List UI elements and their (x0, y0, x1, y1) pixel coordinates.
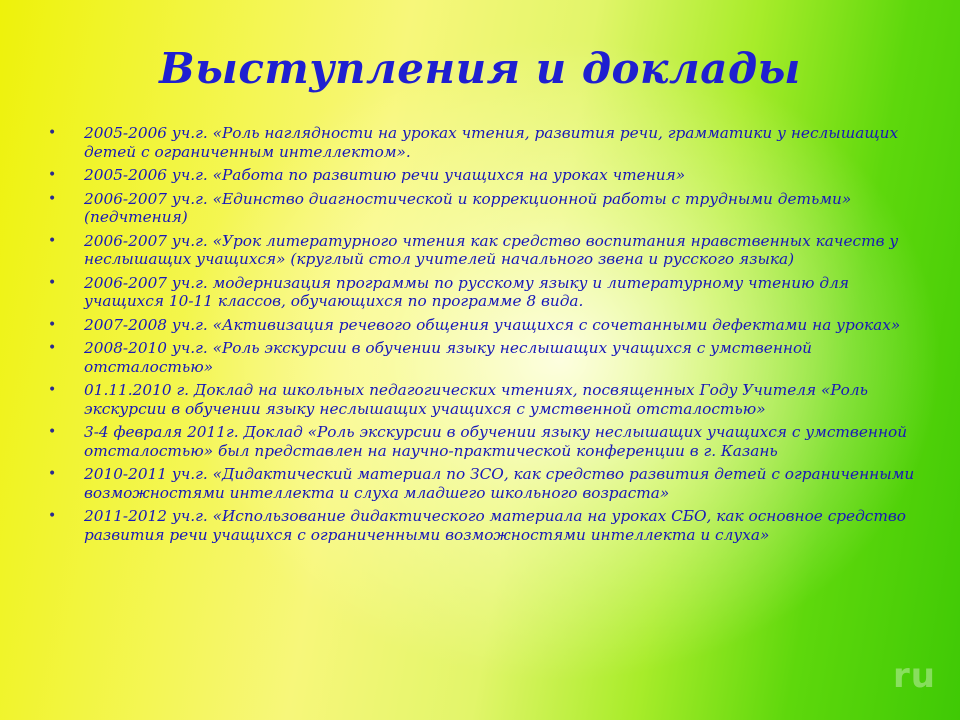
bullet-icon: • (48, 125, 57, 141)
list-item (48, 232, 928, 269)
list-item-text: 2010-2011 уч.г. «Дидактический материал по ЗСО, как средство развития детей с ограниченными возможностями интеллекта и слуха младшего школьного возраста» (84, 465, 915, 502)
list-item (48, 124, 928, 161)
bullet-icon: • (48, 424, 57, 440)
bullet-icon: • (48, 167, 57, 183)
list-item-text: 3-4 февраля 2011г. Доклад «Роль экскурсии в обучении языку неслышащих учащихся с умственной отсталостью» был представлен на научно-практической конференции в г. Казань (84, 423, 908, 460)
slide-title: Выступления и доклады (159, 44, 801, 93)
list-item-text: 2006-2007 уч.г. «Урок литературного чтения как средство воспитания нравственных качеств у неслышащих учащихся» (круглый стол учителей начального звена и русского языка) (84, 231, 899, 268)
bullet-icon: • (48, 508, 57, 524)
list-item-text: 2005-2006 уч.г. «Роль наглядности на уроках чтения, развития речи, грамматики у неслышащих детей с ограниченным интеллектом». (84, 124, 899, 161)
list-item (48, 465, 928, 502)
bullet-icon: • (48, 340, 57, 356)
list-item-text: 01.11.2010 г. Доклад на школьных педагогических чтениях, посвященных Году Учителя «Роль экскурсии в обучении языку неслышащих учащихся с умственной отсталостью» (84, 381, 868, 418)
list-item (48, 507, 928, 544)
list-item (48, 274, 928, 311)
list-item-text: 2006-2007 уч.г. модернизация программы по русскому языку и литературному чтению для учащихся 10-11 классов, обучающихся по программе 8 вида. (84, 273, 849, 310)
bullet-icon: • (48, 466, 57, 482)
list-item (48, 423, 928, 460)
bullet-icon: • (48, 382, 57, 398)
bullet-icon: • (48, 232, 57, 249)
bullet-icon: • (48, 274, 57, 291)
list-item-text: 2006-2007 уч.г. «Единство диагностической и коррекционной работы с трудными детьми» (педчтения) (84, 189, 852, 226)
list-item-text: 2007-2008 уч.г. «Активизация речевого общения учащихся с сочетанными дефектами на уроках» (84, 315, 901, 334)
bullet-icon: • (48, 316, 57, 333)
list-item (48, 166, 928, 185)
watermark: ru (893, 656, 936, 696)
list-item (48, 339, 928, 376)
list-item-text: 2008-2010 уч.г. «Роль экскурсии в обучении языку неслышащих учащихся с умственной отсталостью» (84, 339, 813, 376)
list-item-text: 2011-2012 уч.г. «Использование дидактического материала на уроках СБО, как основное средство развития речи учащихся с ограниченными возможностями интеллекта и слуха» (84, 507, 906, 544)
talks-list (48, 124, 928, 549)
bullet-icon: • (48, 190, 57, 207)
list-item (48, 381, 928, 418)
list-item-text: 2005-2006 уч.г. «Работа по развитию речи учащихся на уроках чтения» (84, 166, 686, 184)
list-item (48, 190, 928, 227)
list-item (48, 316, 928, 335)
